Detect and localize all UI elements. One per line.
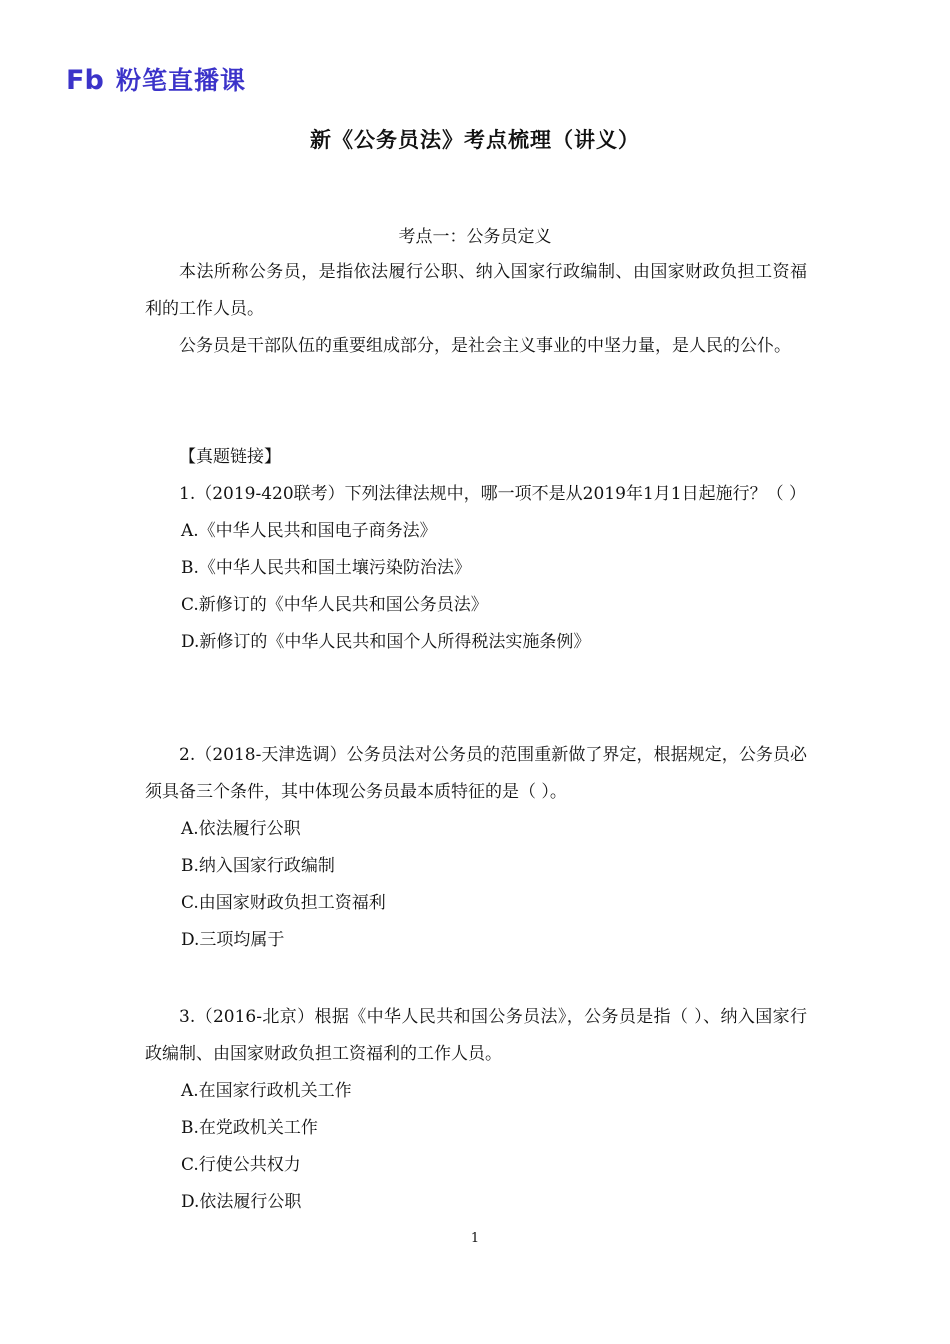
option-c: C.行使公共权力 <box>181 1155 301 1175</box>
option-a: A.《中华人民共和国电子商务法》 <box>181 521 437 541</box>
option-d: D.新修订的《中华人民共和国个人所得税法实施条例》 <box>181 632 591 652</box>
brand-product: 直播课 <box>168 66 247 95</box>
exam-link-label-block <box>145 439 807 476</box>
option-b: B.《中华人民共和国土壤污染防治法》 <box>181 558 471 578</box>
question-3 <box>145 999 807 1221</box>
document-title: 新《公务员法》考点梳理（讲义） <box>310 127 640 152</box>
option-b: B.纳入国家行政编制 <box>181 856 335 876</box>
question-stem: 2.（2018-天津选调）公务员法对公务员的范围重新做了界定，根据规定，公务员必须具备三个条件，其中体现公务员最本质特征的是（ ）。 <box>145 745 807 802</box>
question-1 <box>145 476 807 661</box>
option-c: C.由国家财政负担工资福利 <box>181 893 386 913</box>
option-c: C.新修订的《中华人民共和国公务员法》 <box>181 595 488 615</box>
definition-paragraph: 公务员是干部队伍的重要组成部分，是社会主义事业的中坚力量，是人民的公仆。 <box>179 336 791 356</box>
question-stem: 3.（2016-北京）根据《中华人民共和国公务员法》，公务员是指（ ）、纳入国家行政编制、由国家财政负担工资福利的工作人员。 <box>145 1007 807 1064</box>
option-a: A.在国家行政机关工作 <box>181 1081 352 1101</box>
brand-logo <box>66 62 246 96</box>
option-a: A.依法履行公职 <box>181 819 301 839</box>
page-number: 1 <box>470 1231 480 1246</box>
section-heading: 考点一：公务员定义 <box>398 227 552 247</box>
logo-mark-text: Fb <box>66 65 104 94</box>
option-d: D.三项均属于 <box>181 930 285 950</box>
brand-name-main: 粉笔 <box>116 66 169 95</box>
option-d: D.依法履行公职 <box>181 1192 302 1212</box>
exam-link-label: 【真题链接】 <box>179 447 281 467</box>
definition-paragraph: 本法所称公务员，是指依法履行公职、纳入国家行政编制、由国家财政负担工资福利的工作人员。 <box>145 262 807 319</box>
brand-name <box>116 61 246 97</box>
question-stem: 1.（2019-420联考）下列法律法规中，哪一项不是从2019年1月1日起施行？（ ） <box>179 484 806 504</box>
question-2 <box>145 737 807 959</box>
definition-block <box>145 254 807 365</box>
option-b: B.在党政机关工作 <box>181 1118 318 1138</box>
fenbi-logo-icon <box>66 64 110 94</box>
